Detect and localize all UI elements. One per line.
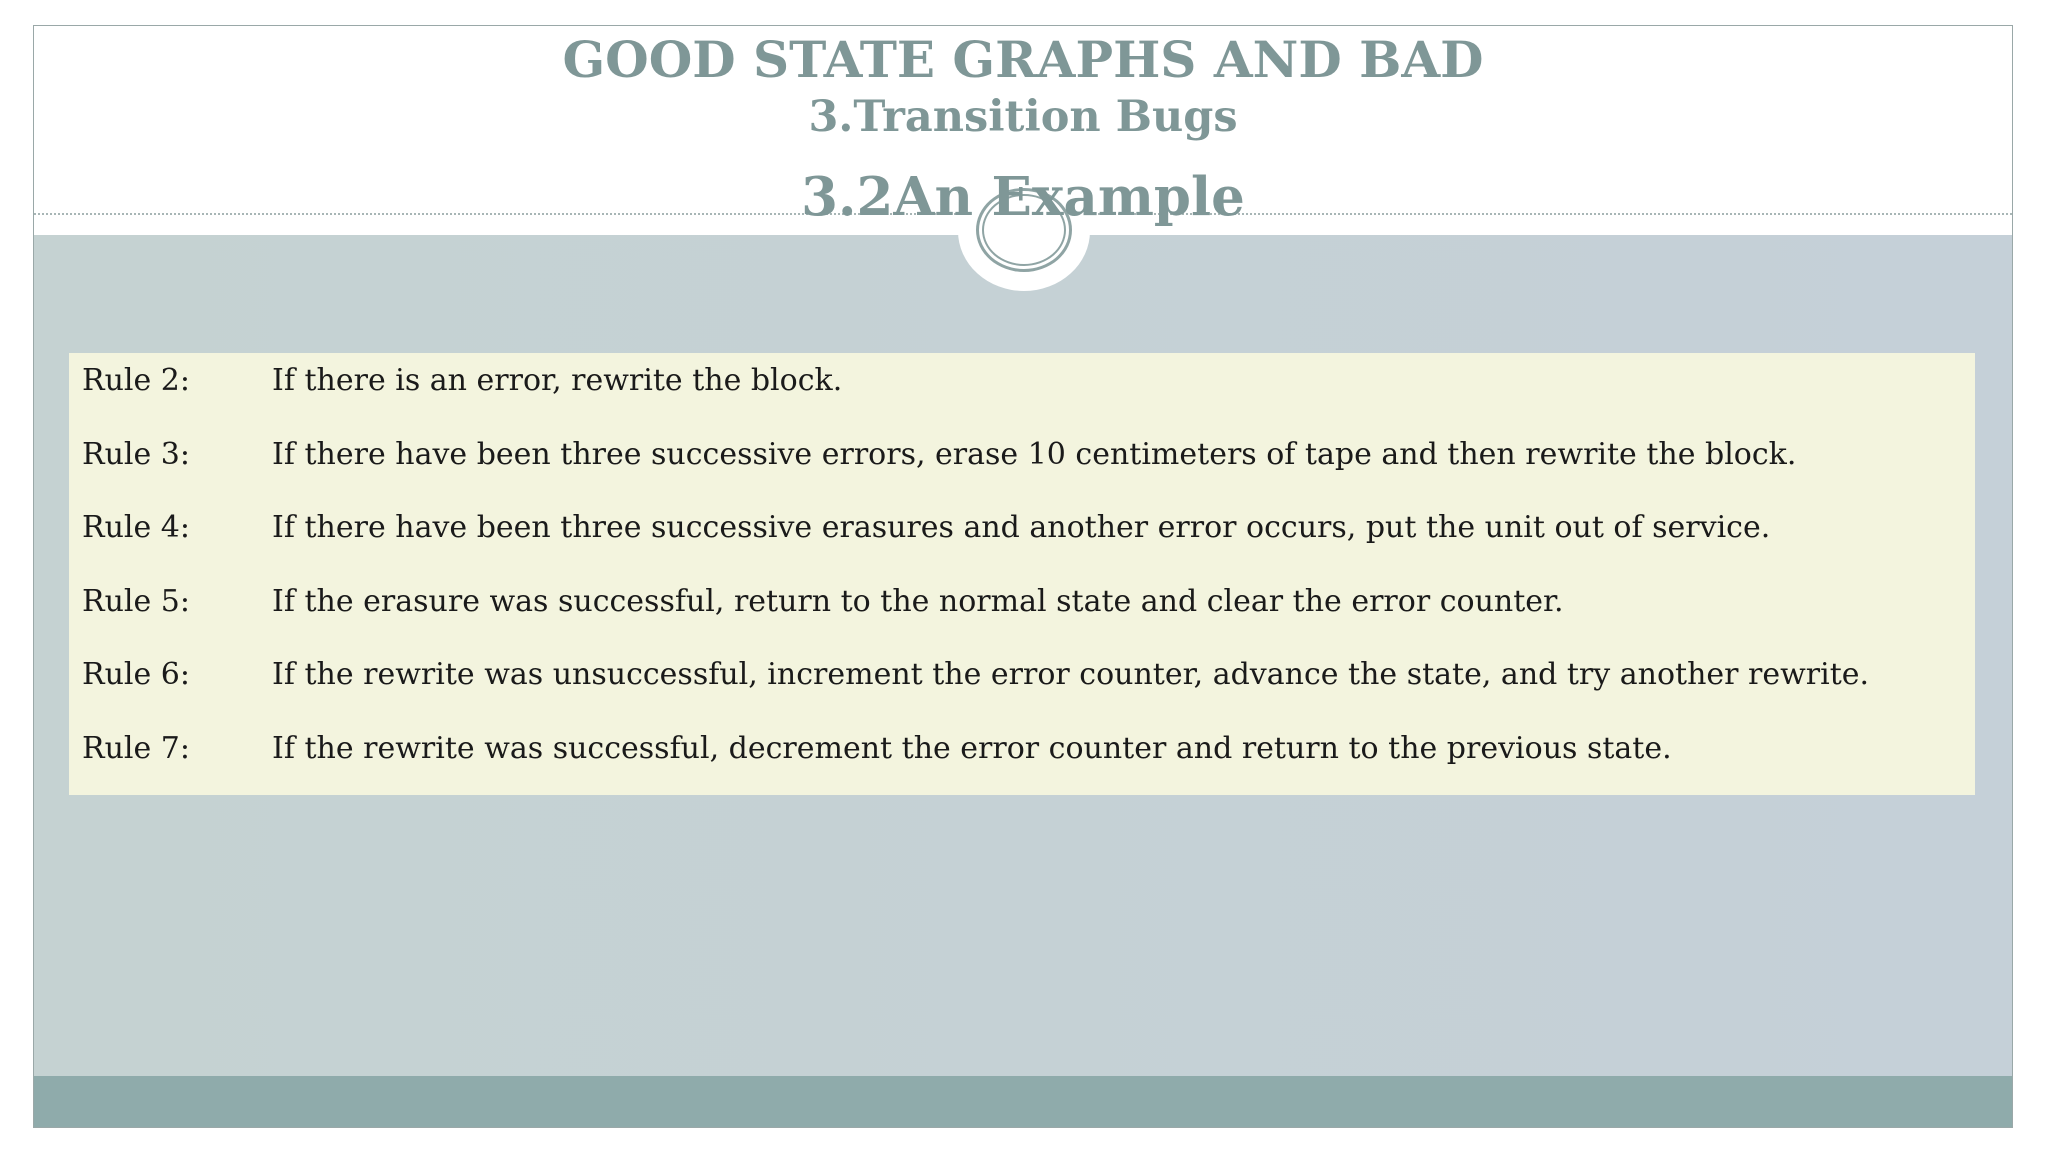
rule-text: If there have been three successive erasures and another error occurs, put the unit out of service. (272, 510, 1771, 545)
slide-subtitle-example: 3.2An Example (801, 166, 1245, 228)
slide-subtitle-section: 3.Transition Bugs (808, 92, 1238, 142)
rule-text: If the rewrite was successful, decrement the error counter and return to the previous state. (272, 730, 1672, 766)
rule-row (69, 731, 1975, 805)
rule-label: Rule 7: (82, 730, 190, 766)
rules-box (69, 353, 1975, 795)
rule-text: If the rewrite was unsuccessful, increment the error counter, advance the state, and try another rewrite. (272, 657, 1870, 692)
rule-label: Rule 2: (82, 363, 190, 398)
rule-row (69, 510, 1975, 584)
rule-row (69, 363, 1975, 437)
slide-title: GOOD STATE GRAPHS AND BAD (562, 30, 1484, 89)
rule-label: Rule 4: (82, 510, 190, 545)
rule-label: Rule 5: (82, 583, 190, 619)
rule-row (69, 437, 1975, 511)
rule-text: If there is an error, rewrite the block. (272, 363, 843, 398)
rule-label: Rule 6: (82, 657, 190, 692)
rule-text: If the erasure was successful, return to the normal state and clear the error counter. (272, 583, 1564, 619)
slide (33, 25, 2013, 1128)
rule-text: If there have been three successive errors, erase 10 centimeters of tape and then rewrite the block. (272, 436, 1797, 472)
footer-band (34, 1076, 2012, 1128)
rule-row (69, 584, 1975, 658)
rule-label: Rule 3: (82, 436, 190, 472)
rule-row (69, 657, 1975, 731)
